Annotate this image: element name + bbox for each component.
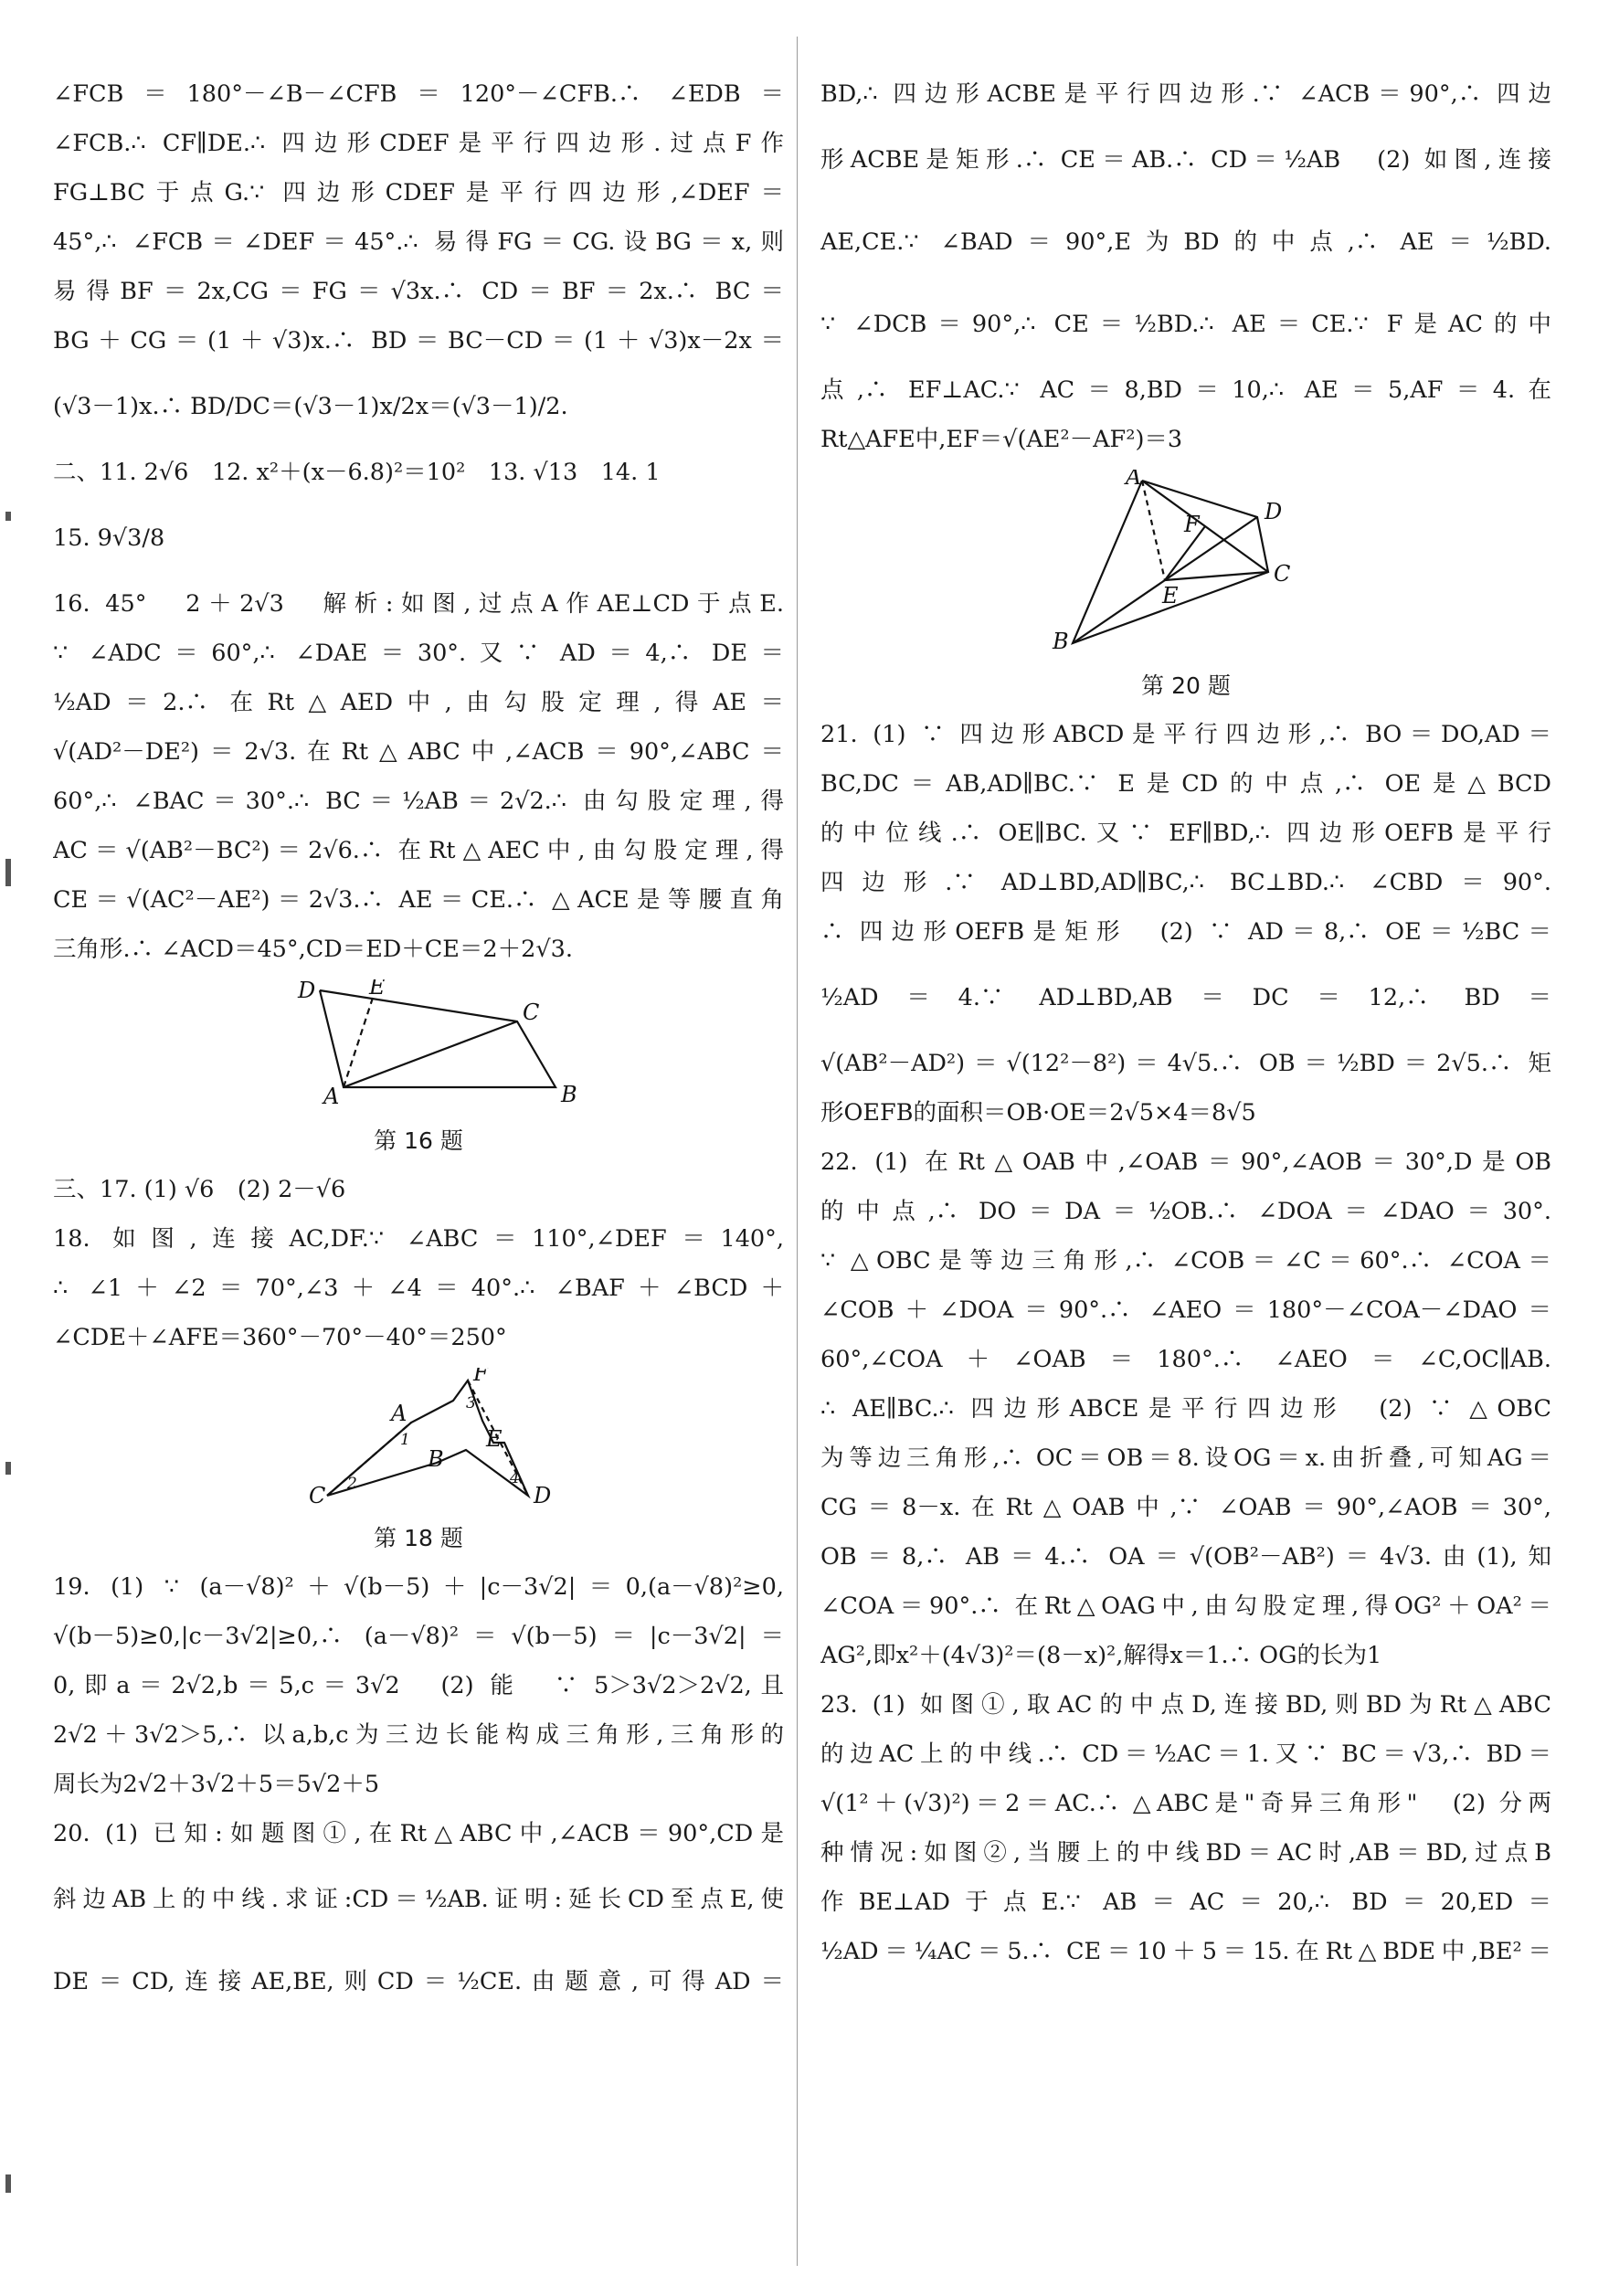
scan-edge-mark: [5, 1462, 11, 1475]
label-2: 2: [347, 1475, 357, 1493]
text-line: 三角形.∴ ∠ACD＝45°,CD＝ED＋CE＝2＋2√3.: [53, 936, 573, 963]
label-B: B: [561, 1082, 577, 1107]
text-line: 周长为2√2＋3√2＋5＝5√2＋5: [53, 1771, 380, 1798]
text-line: AC＝√(AB²－BC²)＝2√6.∴ 在Rt△AEC中,由勾股定理,得: [53, 837, 784, 864]
figure-18-diagram: [53, 1368, 784, 1505]
text-line: 22. (1) 在Rt△OAB中,∠OAB＝90°,∠AOB＝30°,D是OB: [820, 1148, 1551, 1176]
text-line: 为等边三角形,∴ OC＝OB＝8.设OG＝x.由折叠,可知AG＝: [820, 1444, 1551, 1472]
text-line: 23. (1) 如图①,取AC的中点D,连接BD,则BD为Rt△ABC: [820, 1691, 1551, 1719]
label-1: 1: [400, 1431, 410, 1449]
label-C: C: [523, 1000, 540, 1025]
text-line: (√3－1)x.∴ BD/DC＝(√3－1)x/2x＝(√3－1)/2.: [53, 393, 568, 420]
text-line: 20. (1) 已知:如题图①,在Rt△ABC中,∠ACB＝90°,CD是: [53, 1820, 784, 1847]
figure-16-diagram: [53, 979, 784, 1107]
figure-18: [53, 1368, 784, 1555]
quad-ABCD: [320, 990, 556, 1087]
text-line: 60°,∠COA＋∠OAB＝180°.∴ ∠AEO＝∠C,OC∥AB.: [820, 1346, 1551, 1373]
text-line: ½AD＝2.∴ 在Rt△AED中,由勾股定理,得AE＝: [53, 689, 784, 716]
text-line: 19. (1) ∵ (a－√8)²＋√(b－5)＋|c－3√2|＝0,(a－√8)²≥0,: [53, 1573, 784, 1601]
left-column: [53, 69, 784, 2023]
text-line: ∵ ∠DCB＝90°,∴ CE＝½BD.∴ AE＝CE.∵ F是AC的中: [820, 311, 1551, 338]
label-D: D: [534, 1483, 552, 1505]
text-line: 作BE⊥AD于点E.∵ AB＝AC＝20,∴ BD＝20,ED＝: [820, 1889, 1551, 1916]
figure-20-diagram: [820, 470, 1551, 652]
text-line: 18. 如图,连接AC,DF.∵ ∠ABC＝110°,∠DEF＝140°,: [53, 1225, 784, 1253]
text-line: ∴ AE∥BC.∴ 四边形ABCE是平行四边形 (2) ∵ △OBC: [820, 1395, 1551, 1423]
text-line: 点,∴ EF⊥AC.∵ AC＝8,BD＝10,∴ AE＝5,AF＝4.在: [820, 376, 1551, 404]
text-line: ∵ △OBC是等边三角形,∴ ∠COB＝∠C＝60°.∴ ∠COA＝: [820, 1247, 1551, 1275]
text-line: BD,∴ 四边形ACBE是平行四边形.∵ ∠ACB＝90°,∴ 四边: [820, 80, 1551, 108]
label-B: B: [1053, 629, 1069, 652]
text-line: 形OEFB的面积＝OB·OE＝2√5×4＝8√5: [820, 1099, 1256, 1127]
text-line: FG⊥BC于点G.∵ 四边形CDEF是平行四边形,∠DEF＝: [53, 179, 784, 206]
answer-line: 三、17. (1) √6 (2) 2－√6: [53, 1176, 346, 1203]
label-3: 3: [466, 1394, 476, 1413]
answer-line: 15. 9√3/8: [53, 524, 165, 552]
text-line: ∠FCB＝180°－∠B－∠CFB＝120°－∠CFB.∴ ∠EDB＝: [53, 80, 784, 108]
figure-16-caption: 第 16 题: [374, 1127, 463, 1154]
answer-line: 二、11. 2√6 12. x²＋(x－6.8)²＝10² 13. √13 14. 1: [53, 459, 661, 486]
text-line: √(1²＋(√3)²)＝2＝AC.∴ △ABC是"奇异三角形" (2) 分两: [820, 1790, 1551, 1817]
text-line: 易得BF＝2x,CG＝FG＝√3x.∴ CD＝BF＝2x.∴ BC＝: [53, 278, 784, 305]
label-A: A: [1126, 470, 1142, 490]
column-divider: [797, 37, 798, 2266]
label-D: D: [1265, 499, 1283, 524]
text-line: ∠COB＋∠DOA＝90°.∴ ∠AEO＝180°－∠COA－∠DAO＝: [820, 1296, 1551, 1324]
text-line: BC,DC＝AB,AD∥BC.∵ E是CD的中点,∴ OE是△BCD: [820, 770, 1551, 798]
segment-AE: [344, 998, 373, 1087]
figure-16: [53, 979, 784, 1158]
text-line: 的边AC上的中线.∴ CD＝½AC＝1.又∵ BC＝√3,∴ BD＝: [820, 1741, 1551, 1768]
right-column: [820, 69, 1551, 1976]
label-E: E: [1162, 583, 1179, 608]
label-E: E: [486, 1426, 503, 1452]
text-line: 0,即a＝2√2,b＝5,c＝3√2 (2) 能 ∵ 5＞3√2＞2√2,且: [53, 1672, 784, 1699]
text-line: Rt△AFE中,EF＝√(AE²－AF²)＝3: [820, 426, 1183, 453]
text-line: √(b－5)≥0,|c－3√2|≥0,∴ (a－√8)²＝√(b－5)＝|c－3√2|＝: [53, 1623, 784, 1650]
figure-20-caption: 第 20 题: [1141, 672, 1231, 699]
text-line: BG＋CG＝(1＋√3)x.∴ BD＝BC－CD＝(1＋√3)x－2x＝: [53, 327, 784, 354]
text-line: DE＝CD,连接AE,BE,则CD＝½CE.由题意,可得AD＝: [53, 1968, 784, 1995]
text-line: AE,CE.∵ ∠BAD＝90°,E为BD的中点,∴ AE＝½BD.: [820, 228, 1551, 256]
figure-20: [820, 470, 1551, 703]
text-line: ∵ ∠ADC＝60°,∴ ∠DAE＝30°.又∵ AD＝4,∴ DE＝: [53, 640, 784, 667]
text-line: ∠COA＝90°.∴ 在Rt△OAG中,由勾股定理,得OG²＋OA²＝: [820, 1592, 1551, 1620]
text-line: ∠CDE＋∠AFE＝360°－70°－40°＝250°: [53, 1324, 507, 1351]
text-line: 16. 45° 2＋2√3 解析:如图,过点A作AE⊥CD于点E.: [53, 590, 784, 618]
label-4: 4: [510, 1469, 520, 1487]
text-line: 的中位线.∴ OE∥BC.又∵ EF∥BD,∴ 四边形OEFB是平行: [820, 820, 1551, 847]
scan-edge-mark: [5, 2174, 11, 2193]
text-line: OB＝8,∴ AB＝4.∴ OA＝√(OB²－AB²)＝4√3.由(1),知: [820, 1543, 1551, 1571]
scan-edge-mark: [5, 859, 11, 886]
text-line: 2√2＋3√2＞5,∴ 以a,b,c为三边长能构成三角形,三角形的: [53, 1721, 784, 1749]
label-A: A: [323, 1084, 340, 1107]
label-F: F: [473, 1368, 489, 1386]
text-line: 形ACBE是矩形.∴ CE＝AB.∴ CD＝½AB (2) 如图,连接: [820, 146, 1551, 174]
label-E: E: [369, 979, 386, 1000]
text-line: 60°,∴ ∠BAC＝30°.∴ BC＝½AB＝2√2.∴ 由勾股定理,得: [53, 788, 784, 815]
text-line: CE＝√(AC²－AE²)＝2√3.∴ AE＝CE.∴ △ACE是等腰直角: [53, 886, 784, 914]
quad-ABCD: [1073, 481, 1268, 643]
label-F: F: [1184, 512, 1200, 537]
text-line: ∠FCB.∴ CF∥DE.∴ 四边形CDEF是平行四边形.过点F作: [53, 130, 784, 157]
text-line: √(AD²－DE²)＝2√3.在Rt△ABC中,∠ACB＝90°,∠ABC＝: [53, 738, 784, 766]
scan-edge-mark: [5, 512, 11, 521]
text-line: ∴ 四边形OEFB是矩形 (2) ∵ AD＝8,∴ OE＝½BC＝: [820, 918, 1551, 946]
text-line: 四边形.∵ AD⊥BD,AD∥BC,∴ BC⊥BD.∴ ∠CBD＝90°.: [820, 869, 1551, 896]
label-C: C: [309, 1483, 326, 1505]
text-line: ½AD＝4.∵ AD⊥BD,AB＝DC＝12,∴ BD＝: [820, 984, 1551, 1011]
label-B: B: [428, 1446, 444, 1472]
text-line: 21. (1) ∵ 四边形ABCD是平行四边形,∴ BO＝DO,AD＝: [820, 721, 1551, 748]
text-line: AG²,即x²＋(4√3)²＝(8－x)²,解得x＝1.∴ OG的长为1: [820, 1642, 1382, 1669]
label-A: A: [391, 1401, 407, 1426]
text-line: 的中点,∴ DO＝DA＝½OB.∴ ∠DOA＝∠DAO＝30°.: [820, 1198, 1551, 1225]
label-D: D: [298, 979, 316, 1003]
text-line: CG＝8－x.在Rt△OAB中,∵ ∠OAB＝90°,∠AOB＝30°,: [820, 1494, 1551, 1521]
text-line: ½AD＝¼AC＝5.∴ CE＝10＋5＝15.在Rt△BDE中,BE²＝: [820, 1938, 1551, 1965]
label-C: C: [1274, 561, 1291, 587]
segment-EC: [1165, 572, 1268, 580]
figure-18-caption: 第 18 题: [374, 1525, 463, 1551]
text-line: 斜边AB上的中线.求证:CD＝½AB.证明:延长CD至点E,使: [53, 1886, 784, 1913]
text-line: ∴ ∠1＋∠2＝70°,∠3＋∠4＝40°.∴ ∠BAF＋∠BCD＋: [53, 1275, 784, 1302]
text-line: 45°,∴ ∠FCB＝∠DEF＝45°.∴ 易得FG＝CG.设BG＝x,则: [53, 228, 784, 256]
text-line: 种情况:如图②,当腰上的中线BD＝AC时,AB＝BD,过点B: [820, 1839, 1551, 1867]
text-line: √(AB²－AD²)＝√(12²－8²)＝4√5.∴ OB＝½BD＝2√5.∴ 矩: [820, 1050, 1551, 1077]
segment-AC: [344, 1021, 517, 1087]
